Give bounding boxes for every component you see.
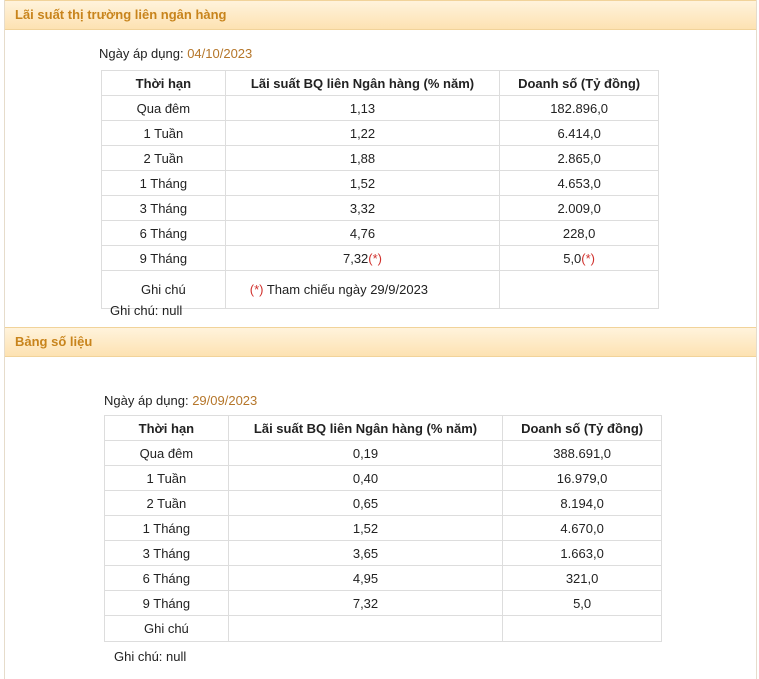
reference-mark: (*) (368, 250, 383, 266)
volume-cell: 2.865,0 (500, 146, 659, 171)
term-cell: 3 Tháng (102, 196, 226, 221)
note-empty-cell (503, 616, 662, 642)
reference-mark: (*) (249, 282, 264, 297)
table-header-row (102, 71, 659, 96)
volume-cell: 2.009,0 (500, 196, 659, 221)
applied-date-label: Ngày áp dụng: (99, 46, 184, 61)
volume-cell: 182.896,0 (500, 96, 659, 121)
table-header-row (105, 416, 662, 441)
column-header-rate: Lãi suất BQ liên Ngân hàng (% năm) (228, 416, 502, 441)
table-row (105, 491, 662, 516)
volume-value: 5,0 (563, 250, 582, 266)
rate-cell: 3,65 (228, 541, 502, 566)
panel-title: Bảng số liệu (5, 327, 756, 357)
term-cell: 9 Tháng (102, 246, 226, 271)
term-cell: 2 Tuần (105, 491, 229, 516)
rate-cell: 1,52 (225, 171, 499, 196)
rate-cell: 0,19 (228, 441, 502, 466)
volume-cell (500, 246, 659, 271)
reference-mark: (*) (581, 250, 596, 266)
table-row (105, 541, 662, 566)
table-row (102, 246, 659, 271)
note-empty-cell (228, 616, 502, 642)
volume-cell: 4.653,0 (500, 171, 659, 196)
rates-table (104, 415, 662, 642)
term-cell: 6 Tháng (102, 221, 226, 246)
volume-cell: 4.670,0 (503, 516, 662, 541)
rate-cell (225, 246, 499, 271)
rate-value: 7,32 (342, 250, 369, 266)
footnote: Ghi chú: null (110, 303, 183, 318)
applied-date-line (99, 46, 252, 61)
rate-cell: 4,76 (225, 221, 499, 246)
table-row (102, 121, 659, 146)
note-row (102, 271, 659, 309)
term-cell: 2 Tuần (102, 146, 226, 171)
panel-title: Lãi suất thị trường liên ngân hàng (5, 0, 756, 30)
note-row (105, 616, 662, 642)
volume-cell: 16.979,0 (503, 466, 662, 491)
applied-date-label: Ngày áp dụng: (104, 393, 189, 408)
column-header-rate: Lãi suất BQ liên Ngân hàng (% năm) (225, 71, 499, 96)
term-cell: 9 Tháng (105, 591, 229, 616)
rate-cell: 1,88 (225, 146, 499, 171)
rate-cell: 1,13 (225, 96, 499, 121)
table-row (102, 146, 659, 171)
rate-cell: 1,22 (225, 121, 499, 146)
term-cell: 1 Tuần (105, 466, 229, 491)
volume-cell: 8.194,0 (503, 491, 662, 516)
applied-date-value: 29/09/2023 (192, 393, 258, 408)
rate-cell: 3,32 (225, 196, 499, 221)
table-row (102, 96, 659, 121)
rate-cell: 0,40 (228, 466, 502, 491)
volume-cell: 1.663,0 (503, 541, 662, 566)
volume-cell: 6.414,0 (500, 121, 659, 146)
term-cell: Qua đêm (105, 441, 229, 466)
note-label-cell: Ghi chú (105, 616, 229, 642)
term-cell: 6 Tháng (105, 566, 229, 591)
table-row (105, 591, 662, 616)
term-cell: 1 Tháng (102, 171, 226, 196)
term-cell: 1 Tháng (105, 516, 229, 541)
column-header-term: Thời hạn (102, 71, 226, 96)
rate-cell: 0,65 (228, 491, 502, 516)
table-row (105, 466, 662, 491)
term-cell: 3 Tháng (105, 541, 229, 566)
table-row (102, 196, 659, 221)
table-row (105, 566, 662, 591)
table-row (105, 516, 662, 541)
volume-cell: 5,0 (503, 591, 662, 616)
term-cell: Qua đêm (102, 96, 226, 121)
column-header-volume: Doanh số (Tỷ đồng) (500, 71, 659, 96)
applied-date-line (104, 393, 257, 408)
volume-cell: 388.691,0 (503, 441, 662, 466)
volume-cell: 228,0 (500, 221, 659, 246)
note-text: Tham chiếu ngày 29/9/2023 (263, 282, 429, 297)
term-cell: 1 Tuần (102, 121, 226, 146)
footnote: Ghi chú: null (114, 649, 187, 664)
note-empty-cell (500, 271, 659, 309)
note-text-cell (225, 271, 499, 309)
table-row (102, 221, 659, 246)
rate-cell: 7,32 (228, 591, 502, 616)
column-header-volume: Doanh số (Tỷ đồng) (503, 416, 662, 441)
note-label-cell: Ghi chú (102, 271, 226, 309)
rate-cell: 1,52 (228, 516, 502, 541)
rate-cell: 4,95 (228, 566, 502, 591)
rates-table (101, 70, 659, 309)
column-header-term: Thời hạn (105, 416, 229, 441)
table-row (102, 171, 659, 196)
applied-date-value: 04/10/2023 (187, 46, 253, 61)
volume-cell: 321,0 (503, 566, 662, 591)
table-row (105, 441, 662, 466)
